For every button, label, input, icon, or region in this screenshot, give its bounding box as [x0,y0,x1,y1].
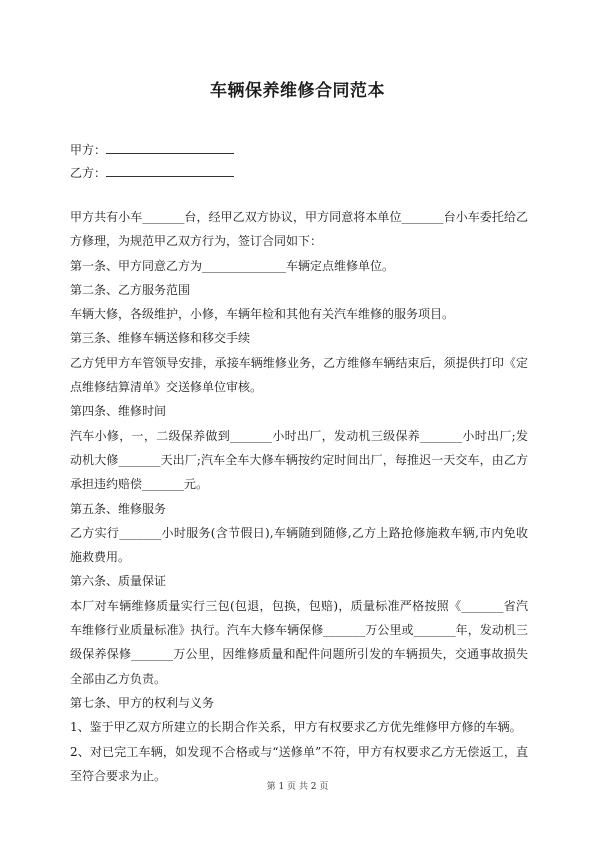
clause-heading: 第六条、质量保证 [70,574,167,589]
paragraph: 乙方凭甲方车管领导安排，承接车辆维修业务，乙方维修车辆结束后，须提供打印《定点维修结算清单》交送修单位审核。 [70,355,528,395]
paragraph: 2、对已完工车辆，如发现不合格或与“送修单”不符，甲方有权要求乙方无偿返工，直至符合要求为止。 [70,744,528,783]
clause-heading: 第四条、维修时间 [70,404,167,419]
clause-heading: 第二条、乙方服务范围 [70,282,191,297]
party-b-label: 乙方： [70,166,107,180]
party-b-line [70,164,234,181]
party-a-label: 甲方： [70,143,107,157]
party-b-blank[interactable] [106,164,234,177]
clause-1: 第一条、甲方同意乙方为______________车辆定点维修单位。 [70,258,395,273]
party-a-line [70,141,234,158]
clause-heading: 第五条、维修服务 [70,501,167,516]
party-a-blank[interactable] [106,141,234,154]
paragraph: 1、鉴于甲乙双方所建立的长期合作关系，甲方有权要求乙方优先维修甲方修的车辆。 [70,720,522,735]
contract-body [70,205,528,788]
paragraph: 本厂对车辆维修质量实行三包(包退，包换，包赔)，质量标准严格按照《_______省汽车维修行业质量标准》执行。汽车大修车辆保修_______万公里或_______年，发动机三级保养保修_______万公里，因维修质量和配件问题所引发的车辆损失，交通事故损失全部由乙方负责。 [70,598,528,686]
paragraph: 车辆大修，各级维护，小修，车辆年检和其他有关汽车维修的服务项目。 [70,307,455,322]
page-title: 车辆保养维修合同范本 [210,81,385,101]
paragraph: 乙方实行_______小时服务(含节假日),车辆随到随修,乙方上路抢修施救车辆,市内免收施救费用。 [70,525,528,565]
clause-heading: 第三条、维修车辆送修和移交手续 [70,331,251,346]
paragraph: 汽车小修，一，二级保养做到_______小时出厂，发动机三级保养_______小时出厂;发动机大修_______天出厂;汽车全车大修车辆按约定时间出厂，每推迟一天交车，由乙方承担违约赔偿_______元。 [70,428,528,492]
paragraph: 甲方共有小车_______台，经甲乙双方协议，甲方同意将本单位_______台小车委托给乙方修理，为规范甲乙双方行为，签订合同如下： [70,210,528,249]
clause-heading: 第七条、甲方的权利与义务 [70,695,215,710]
page-number: 第 1 页 共 2 页 [266,782,329,792]
